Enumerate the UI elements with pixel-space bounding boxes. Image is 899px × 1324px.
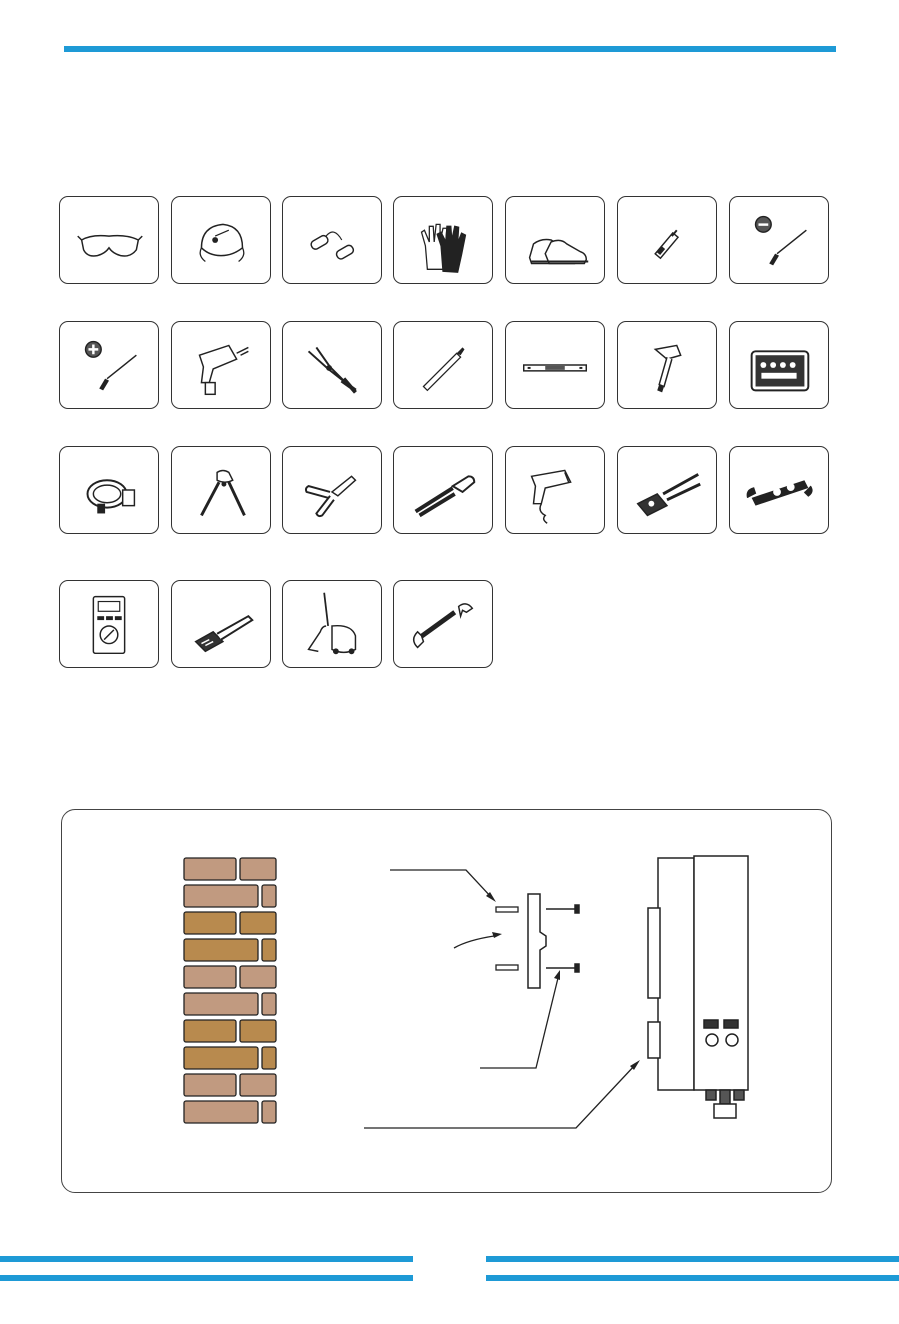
tool-tile — [59, 580, 159, 668]
footer-accent-bar-right-top — [486, 1256, 899, 1262]
tool-tile — [393, 446, 493, 534]
tool-tile — [729, 196, 829, 284]
gloves-icon — [394, 197, 492, 283]
dust-mask-icon — [172, 197, 270, 283]
hydraulic-crimper-icon — [394, 447, 492, 533]
tool-tile — [393, 196, 493, 284]
tool-tile — [729, 321, 829, 409]
tool-tile — [59, 196, 159, 284]
spirit-level-icon — [506, 322, 604, 408]
footer-accent-bar-right-bottom — [486, 1275, 899, 1281]
vacuum-cleaner-icon — [283, 581, 381, 667]
tool-tile — [393, 580, 493, 668]
socket-set-icon — [730, 322, 828, 408]
marker-pen-icon — [394, 322, 492, 408]
end-cutting-pliers-icon — [172, 447, 270, 533]
tape-measure-icon — [60, 447, 158, 533]
slotted-screwdriver-icon — [730, 197, 828, 283]
expansion-anchors — [496, 907, 518, 970]
tool-tile — [171, 446, 271, 534]
inverter — [648, 856, 748, 1118]
tool-tile — [729, 446, 829, 534]
pliers-icon — [283, 322, 381, 408]
tool-tile — [282, 321, 382, 409]
wire-stripper-icon — [283, 447, 381, 533]
tool-tile — [59, 321, 159, 409]
footer-accent-bar-left-bottom — [0, 1275, 413, 1281]
tool-tile — [617, 446, 717, 534]
tool-tile — [505, 196, 605, 284]
tool-tile — [282, 446, 382, 534]
header-accent-bar — [64, 46, 836, 52]
multimeter-icon — [60, 581, 158, 667]
brick-wall — [184, 858, 276, 1123]
crimping-tool-icon — [618, 447, 716, 533]
tool-tile — [171, 321, 271, 409]
tool-tile — [505, 321, 605, 409]
ear-plugs-icon — [283, 197, 381, 283]
phillips-screwdriver-icon — [60, 322, 158, 408]
safety-glasses-icon — [60, 197, 158, 283]
screws — [546, 905, 579, 972]
installation-diagram — [61, 809, 832, 1193]
tool-tile — [171, 580, 271, 668]
tool-tile — [282, 580, 382, 668]
tool-tile — [617, 196, 717, 284]
heat-gun-icon — [506, 447, 604, 533]
open-end-wrench-icon — [394, 581, 492, 667]
safety-shoes-icon — [506, 197, 604, 283]
mounting-bracket — [528, 894, 546, 988]
tool-tile — [393, 321, 493, 409]
electric-drill-icon — [172, 322, 270, 408]
hammer-icon — [618, 322, 716, 408]
tool-tile — [282, 196, 382, 284]
tool-tile — [505, 446, 605, 534]
tool-tile — [171, 196, 271, 284]
tool-tile — [617, 321, 717, 409]
connector-spanner-icon — [730, 447, 828, 533]
tool-tile — [59, 446, 159, 534]
footer-accent-bar-left-top — [0, 1256, 413, 1262]
rj45-crimper-icon — [172, 581, 270, 667]
utility-knife-icon — [618, 197, 716, 283]
